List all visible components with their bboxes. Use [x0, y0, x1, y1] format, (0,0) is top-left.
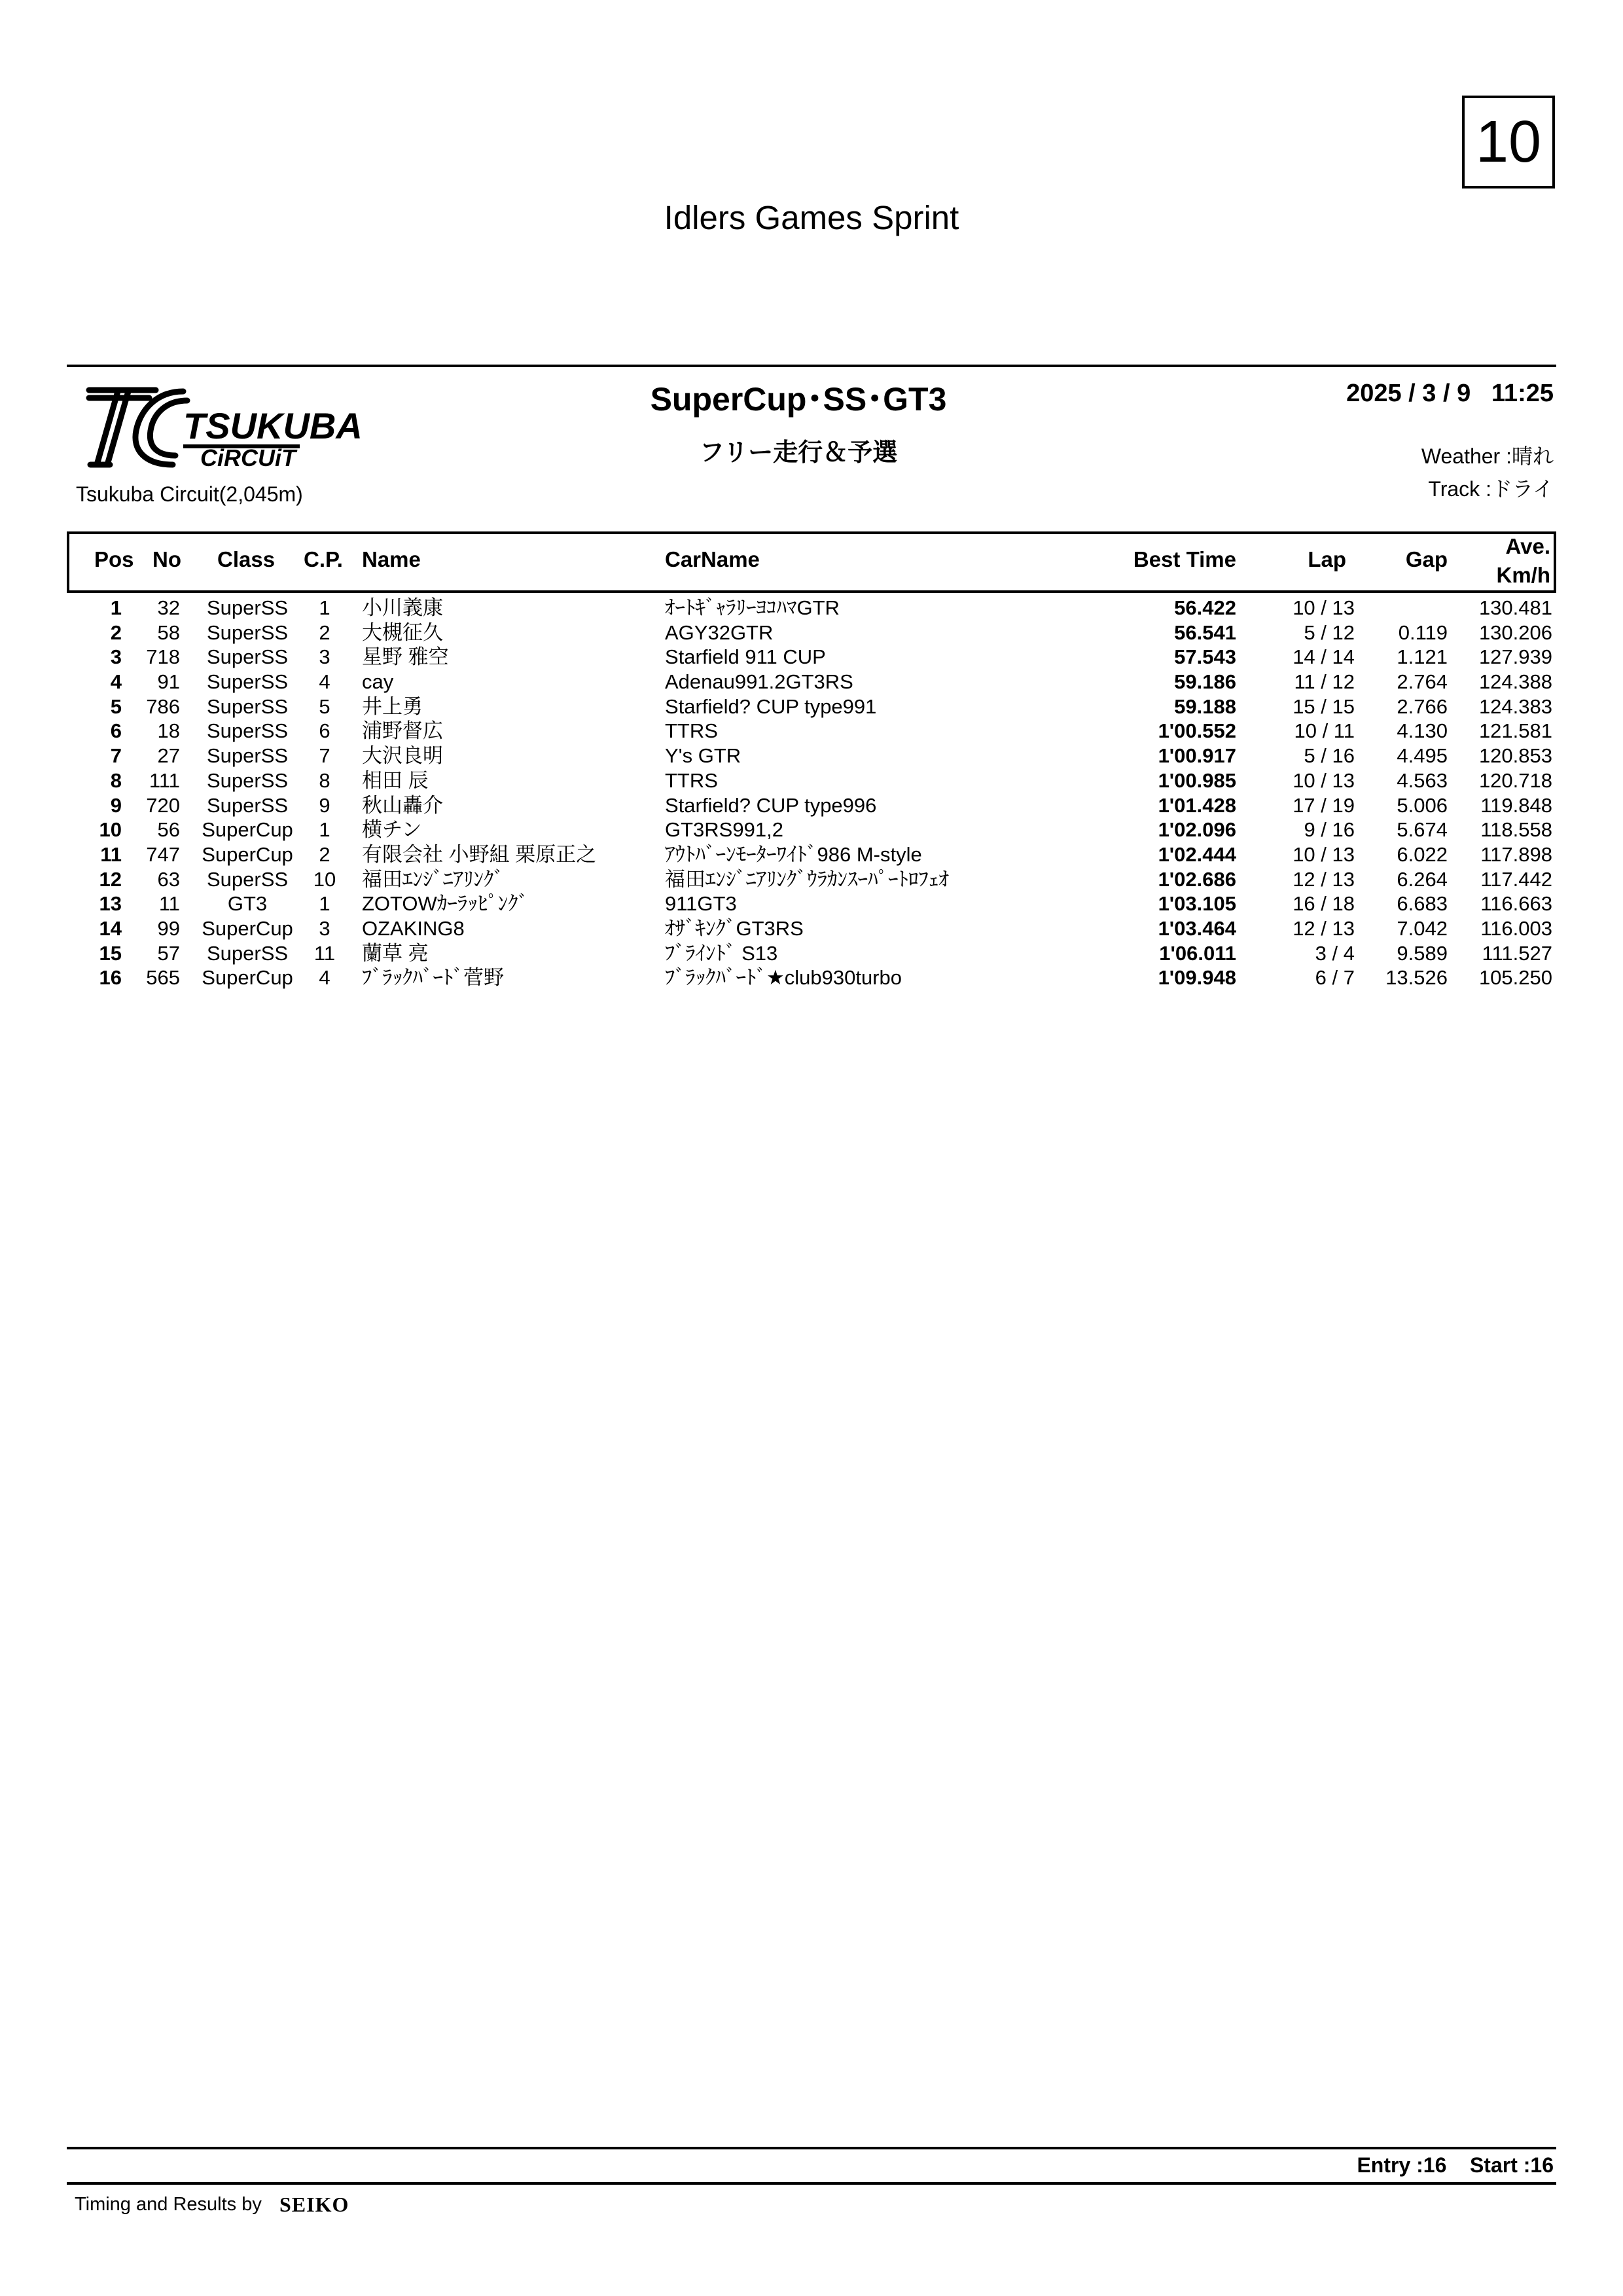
cell-name: 福田ｴﾝｼﾞﾆｱﾘﾝｸﾞ: [362, 867, 504, 891]
cell-gap: 6.022: [1397, 842, 1448, 866]
cell-ave: 116.663: [1480, 892, 1552, 916]
tsukuba-circuit-logo: [77, 385, 418, 473]
cell-ave: 130.206: [1478, 620, 1552, 644]
track-condition: Track :ドライ: [1428, 477, 1554, 501]
table-row: 14 99 SuperCup 3 OZAKING8 ｵｻﾞｷﾝｸﾞGT3RS 1'03.464 12 / 13 7.042 116.003: [99, 916, 1552, 940]
cell-lap: 17 / 19: [1293, 793, 1355, 817]
table-row: 9 720 SuperSS 9 秋山轟介 Starfield? CUP type996 1'01.428 17 / 19 5.006 119.848: [110, 793, 1552, 817]
cell-gap: 5.674: [1397, 818, 1448, 842]
cell-no: 718: [146, 645, 180, 669]
table-row: 15 57 SuperSS 11 蘭草 亮 ﾌﾞﾗｲﾝﾄﾞ S13 1'06.011 3 / 4 9.589 111.527: [99, 941, 1552, 965]
col-header-no: No: [152, 547, 181, 571]
cell-best: 59.186: [1174, 670, 1236, 694]
cell-best: 1'00.917: [1158, 744, 1236, 768]
cell-ave: 124.388: [1478, 670, 1552, 694]
cell-no: 565: [146, 966, 180, 990]
cell-best: 1'02.444: [1158, 842, 1236, 866]
table-row: 8 111 SuperSS 8 相田 辰 TTRS 1'00.985 10 / 13 4.563 120.718: [110, 768, 1552, 792]
cell-name: 星野 雅空: [362, 645, 449, 669]
cell-no: 27: [157, 744, 180, 768]
cell-name: 大沢良明: [362, 744, 443, 768]
cell-no: 18: [157, 719, 180, 743]
cell-lap: 10 / 13: [1293, 842, 1355, 866]
cell-name: ﾌﾞﾗｯｸﾊﾞｰﾄﾞ菅野: [362, 966, 504, 990]
entry-start-count: Entry :16 Start :16: [1357, 2153, 1554, 2177]
table-row: 3 718 SuperSS 3 星野 雅空 Starfield 911 CUP 57.543 14 / 14 1.121 127.939: [110, 645, 1552, 669]
cell-name: 小川義康: [362, 596, 443, 619]
cell-lap: 10 / 13: [1293, 768, 1355, 792]
col-header-class: Class: [217, 547, 276, 571]
cell-best: 56.541: [1174, 620, 1236, 644]
cell-best: 1'09.948: [1158, 966, 1236, 990]
cell-lap: 5 / 16: [1304, 744, 1355, 768]
cell-no: 91: [157, 670, 180, 694]
cell-pos: 2: [110, 620, 122, 644]
cell-lap: 5 / 12: [1304, 620, 1355, 644]
seiko-logo: SEIKO: [279, 2193, 349, 2216]
cell-pos: 6: [110, 719, 122, 743]
table-row: 7 27 SuperSS 7 大沢良明 Y's GTR 1'00.917 5 / 16 4.495 120.853: [110, 744, 1552, 768]
cell-car: ﾌﾞﾗｯｸﾊﾞｰﾄﾞ★club930turbo: [665, 966, 902, 990]
col-header-gap: Gap: [1405, 547, 1448, 571]
cell-car: ｵｻﾞｷﾝｸﾞGT3RS: [665, 916, 804, 940]
table-row: 6 18 SuperSS 6 浦野督広 TTRS 1'00.552 10 / 11 4.130 121.581: [110, 719, 1552, 743]
cell-ave: 120.718: [1478, 768, 1552, 792]
cell-pos: 13: [99, 892, 122, 916]
cell-ave: 120.853: [1478, 744, 1552, 768]
footer-top-rule: [67, 2147, 1556, 2149]
cell-pos: 7: [110, 744, 122, 768]
cell-pos: 10: [99, 818, 122, 842]
cell-lap: 14 / 14: [1293, 645, 1355, 669]
cell-lap: 6 / 7: [1315, 966, 1355, 990]
cell-gap: 4.495: [1397, 744, 1448, 768]
cell-car: TTRS: [665, 719, 718, 743]
table-row: 2 58 SuperSS 2 大槻征久 AGY32GTR 56.541 5 / 12 0.119 130.206: [110, 620, 1552, 644]
cell-name: 井上勇: [362, 694, 423, 718]
table-row: 10 56 SuperCup 1 横チン GT3RS991,2 1'02.096 9 / 16 5.674 118.558: [99, 818, 1552, 842]
cell-pos: 9: [110, 793, 122, 817]
cell-pos: 5: [110, 694, 122, 718]
cell-gap: 9.589: [1397, 941, 1448, 965]
weather-condition: Weather :晴れ: [1421, 444, 1554, 468]
cell-best: 1'00.552: [1158, 719, 1236, 743]
cell-lap: 11 / 12: [1294, 670, 1355, 694]
cell-name: 大槻征久: [362, 620, 443, 644]
circuit-name: Tsukuba Circuit(2,045m): [76, 482, 303, 506]
cell-pos: 3: [110, 645, 122, 669]
cell-no: 56: [157, 818, 180, 842]
cell-best: 1'02.096: [1158, 818, 1236, 842]
cell-ave: 105.250: [1478, 966, 1552, 990]
cell-gap: 7.042: [1397, 916, 1448, 940]
cell-ave: 127.939: [1478, 645, 1552, 669]
cell-car: Starfield? CUP type991: [665, 694, 877, 718]
cell-no: 786: [146, 694, 180, 718]
cell-gap: 4.563: [1397, 768, 1448, 792]
cell-ave: 118.558: [1480, 818, 1552, 842]
event-title: Idlers Games Sprint: [664, 199, 959, 236]
col-header-cp: C.P.: [304, 547, 343, 571]
cell-gap: 6.683: [1397, 892, 1448, 916]
cell-best: 57.543: [1174, 645, 1236, 669]
cell-ave: 111.527: [1482, 941, 1552, 965]
cell-car: TTRS: [665, 768, 718, 792]
cell-ave: 117.898: [1480, 842, 1552, 866]
results-table: [0, 596, 1623, 990]
cell-car: Starfield 911 CUP: [665, 645, 826, 669]
cell-no: 63: [157, 867, 180, 891]
table-row: 1 32 SuperSS 1 小川義康 ｵｰﾄｷﾞｬﾗﾘｰﾖｺﾊﾏGTR 56.422 10 / 13 130.481: [110, 596, 1552, 619]
cell-name: cay: [362, 670, 394, 694]
cell-no: 11: [158, 892, 180, 916]
cell-best: 59.188: [1174, 694, 1236, 718]
col-header-kmh: Km/h: [1496, 563, 1550, 587]
cell-no: 58: [157, 620, 180, 644]
cell-lap: 12 / 13: [1293, 916, 1355, 940]
cell-name: ZOTOWｶｰﾗｯﾋﾟﾝｸﾞ: [362, 892, 529, 916]
cell-car: AGY32GTR: [665, 620, 774, 644]
cell-ave: 119.848: [1480, 793, 1552, 817]
cell-no: 747: [146, 842, 180, 866]
cell-car: ｱｳﾄﾊﾞｰﾝﾓｰﾀｰﾜｲﾄﾞ986 M-style: [665, 842, 922, 866]
cell-car: GT3RS991,2: [665, 818, 783, 842]
table-row: 4 91 SuperSS 4 cay Adenau991.2GT3RS 59.186 11 / 12 2.764 124.388: [110, 670, 1552, 694]
cell-lap: 3 / 4: [1315, 941, 1355, 965]
cell-pos: 8: [110, 768, 122, 792]
cell-no: 720: [146, 793, 180, 817]
cell-lap: 16 / 18: [1293, 892, 1355, 916]
table-row: 11 747 SuperCup 2 有限会社 小野組 栗原正之 ｱｳﾄﾊﾞｰﾝﾓｰﾀｰﾜｲﾄﾞ986 M-style 1'02.444 10 / 13 6.022 117.898: [100, 842, 1552, 866]
cell-no: 99: [157, 916, 180, 940]
cell-best: 56.422: [1174, 596, 1236, 619]
cell-lap: 12 / 13: [1293, 867, 1355, 891]
cell-pos: 12: [99, 867, 122, 891]
col-header-lap: Lap: [1308, 547, 1346, 571]
cell-gap: 6.264: [1397, 867, 1448, 891]
cell-no: 57: [157, 941, 180, 965]
cell-no: 32: [157, 596, 180, 619]
tc-logo-icon: [77, 385, 418, 470]
cell-pos: 1: [110, 596, 122, 619]
cell-best: 1'03.105: [1158, 892, 1236, 916]
cell-pos: 11: [100, 842, 122, 866]
page-number-box: 10: [1462, 96, 1555, 188]
svg-text:CiRCUiT: CiRCUiT: [200, 444, 296, 470]
cell-gap: 13.526: [1385, 966, 1448, 990]
series-title: SuperCup･SS･GT3: [650, 381, 947, 418]
footer-bottom-rule: [67, 2182, 1556, 2185]
cell-name: 浦野督広: [362, 719, 443, 743]
table-row: 5 786 SuperSS 5 井上勇 Starfield? CUP type991 59.188 15 / 15 2.766 124.383: [110, 694, 1552, 718]
timing-credit: Timing and Results by: [75, 2194, 262, 2215]
col-header-carname: CarName: [665, 547, 760, 571]
cell-best: 1'01.428: [1158, 793, 1236, 817]
cell-gap: 1.121: [1397, 645, 1448, 669]
cell-ave: 130.481: [1478, 596, 1552, 619]
cell-pos: 4: [110, 670, 122, 694]
table-row: 16 565 SuperCup 4 ﾌﾞﾗｯｸﾊﾞｰﾄﾞ菅野 ﾌﾞﾗｯｸﾊﾞｰﾄﾞ★club930turbo 1'09.948 6 / 7 13.526 105.250: [99, 966, 1552, 990]
cell-lap: 10 / 11: [1294, 719, 1355, 743]
cell-name: 相田 辰: [362, 768, 429, 792]
cell-gap: 2.764: [1397, 670, 1448, 694]
cell-car: Starfield? CUP type996: [665, 793, 877, 817]
cell-best: 1'00.985: [1158, 768, 1236, 792]
header-top-rule: [67, 365, 1556, 367]
cell-gap: 0.119: [1398, 620, 1448, 644]
cell-gap: 2.766: [1397, 694, 1448, 718]
cell-best: 1'06.011: [1159, 941, 1236, 965]
svg-text:TSUKUBA: TSUKUBA: [183, 405, 363, 446]
cell-pos: 14: [99, 916, 122, 940]
cell-gap: 5.006: [1397, 793, 1448, 817]
cell-no: 111: [149, 768, 180, 792]
col-header-pos: Pos: [94, 547, 134, 571]
cell-car: 福田ｴﾝｼﾞﾆｱﾘﾝｸﾞｳﾗｶﾝｽｰﾊﾟｰﾄﾛﾌｪｵ: [665, 867, 949, 891]
col-header-best-time: Best Time: [1133, 547, 1236, 571]
cell-best: 1'02.686: [1158, 867, 1236, 891]
cell-ave: 121.581: [1478, 719, 1552, 743]
cell-name: 蘭草 亮: [362, 941, 429, 965]
cell-pos: 16: [99, 966, 122, 990]
cell-lap: 9 / 16: [1304, 818, 1355, 842]
cell-ave: 124.383: [1478, 694, 1552, 718]
cell-ave: 116.003: [1480, 916, 1552, 940]
cell-car: ｵｰﾄｷﾞｬﾗﾘｰﾖｺﾊﾏGTR: [665, 596, 840, 619]
cell-car: 911GT3: [665, 892, 737, 916]
cell-name: 秋山轟介: [362, 793, 443, 817]
date-time: 2025 / 3 / 9 11:25: [1346, 380, 1554, 407]
cell-car: Y's GTR: [665, 744, 741, 768]
cell-car: Adenau991.2GT3RS: [665, 670, 853, 694]
table-row: 12 63 SuperSS 10 福田ｴﾝｼﾞﾆｱﾘﾝｸﾞ 福田ｴﾝｼﾞﾆｱﾘﾝｸﾞｳﾗｶﾝｽｰﾊﾟｰﾄﾛﾌｪｵ 1'02.686 12 / 13 6.264 117.442: [99, 867, 1552, 891]
cell-ave: 117.442: [1480, 867, 1552, 891]
cell-pos: 15: [99, 941, 122, 965]
cell-gap: 4.130: [1397, 719, 1448, 743]
cell-lap: 15 / 15: [1293, 694, 1355, 718]
col-header-name: Name: [362, 547, 421, 571]
cell-name: 有限会社 小野組 栗原正之: [362, 842, 597, 866]
cell-name: 横チン: [362, 818, 422, 842]
table-row: 13 11 GT3 1 ZOTOWｶｰﾗｯﾋﾟﾝｸﾞ 911GT3 1'03.105 16 / 18 6.683 116.663: [99, 892, 1552, 916]
cell-best: 1'03.464: [1158, 916, 1236, 940]
cell-name: OZAKING8: [362, 916, 465, 940]
cell-lap: 10 / 13: [1293, 596, 1355, 619]
session-title: フリー走行＆予選: [699, 439, 898, 467]
cell-car: ﾌﾞﾗｲﾝﾄﾞ S13: [665, 941, 778, 965]
col-header-ave: Ave.: [1505, 534, 1550, 558]
